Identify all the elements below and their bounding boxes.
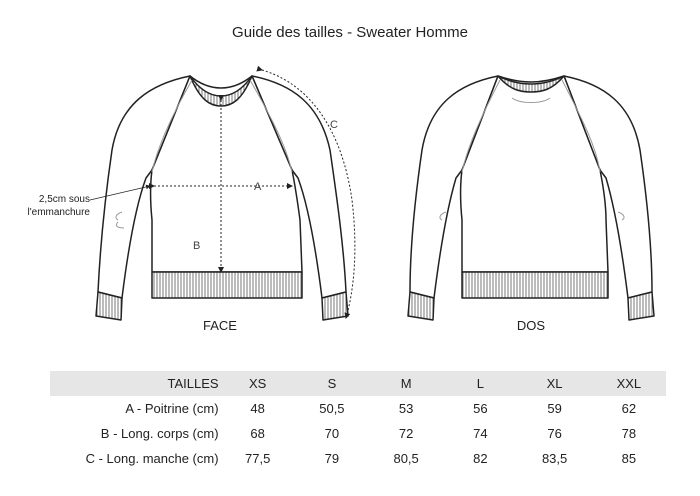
table-cell: 62 <box>621 401 637 416</box>
size-header-cell: M <box>400 376 412 391</box>
measure-letter-a: A <box>254 181 262 193</box>
row-label: A - Poitrine (cm) <box>125 401 219 416</box>
row-label: B - Long. corps (cm) <box>100 426 219 441</box>
size-header-label: TAILLES <box>167 376 219 391</box>
size-header-cell: XXL <box>616 376 642 391</box>
table-cell: 48 <box>250 401 265 416</box>
back-view-label: DOS <box>516 318 546 333</box>
table-cell: 53 <box>398 401 414 416</box>
table-cell: 82 <box>473 451 488 466</box>
table-cell: 79 <box>324 451 340 466</box>
table-cell: 59 <box>547 401 562 416</box>
annotation-line-1: 2,5cm sous <box>38 194 90 205</box>
table-cell: 56 <box>473 401 488 416</box>
front-sweater <box>96 76 348 320</box>
page-title: Guide des tailles - Sweater Homme <box>232 24 468 41</box>
table-cell: 85 <box>621 451 637 466</box>
table-cell: 76 <box>547 426 562 441</box>
table-row <box>50 421 666 446</box>
front-hem <box>152 272 302 298</box>
table-cell: 77,5 <box>245 451 271 466</box>
size-header-cell: XL <box>546 376 563 391</box>
table-row <box>50 396 666 421</box>
table-row <box>50 446 666 471</box>
size-header-cell: XS <box>248 376 267 391</box>
back-sweater <box>408 76 654 320</box>
size-table <box>50 371 666 471</box>
row-label: C - Long. manche (cm) <box>85 451 219 466</box>
underarm-annotation <box>4 193 90 219</box>
table-cell: 80,5 <box>393 451 419 466</box>
table-cell: 74 <box>473 426 488 441</box>
measure-letter-b: B <box>193 240 201 252</box>
table-cell: 68 <box>250 426 265 441</box>
table-cell: 50,5 <box>319 401 345 416</box>
table-cell: 83,5 <box>541 451 568 466</box>
size-header-cell: S <box>327 376 337 391</box>
size-header-row <box>50 371 666 396</box>
annotation-line-2: l'emmanchure <box>27 207 90 218</box>
back-hem <box>462 272 608 298</box>
table-cell: 70 <box>324 426 340 441</box>
front-view-label: FACE <box>203 318 237 333</box>
table-cell: 78 <box>621 426 637 441</box>
size-header-cell: L <box>476 376 484 391</box>
measure-letter-c: C <box>330 119 338 131</box>
table-cell: 72 <box>398 426 414 441</box>
